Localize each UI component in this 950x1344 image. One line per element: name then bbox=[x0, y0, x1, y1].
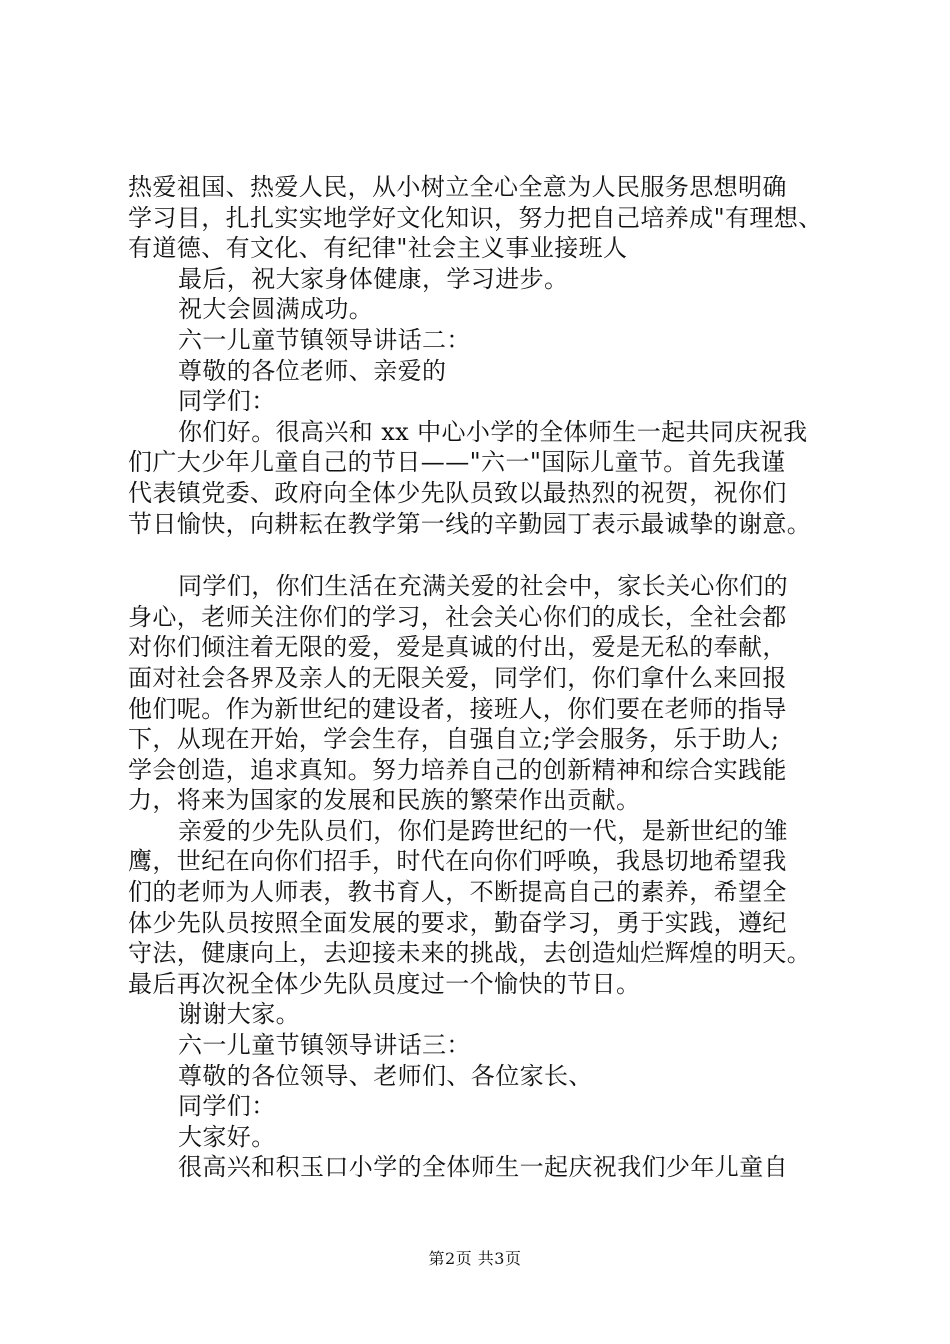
text-block-bottom bbox=[128, 571, 858, 1183]
text-line: 最后，祝大家身体健康，学习进步。 bbox=[178, 264, 569, 293]
text-line: 代表镇党委、政府向全体少先队员致以最热烈的祝贺，祝你们 bbox=[128, 478, 787, 507]
text-line: 谢谢大家。 bbox=[178, 1000, 300, 1029]
text-line: 他们呢。作为新世纪的建设者，接班人，你们要在老师的指导 bbox=[128, 694, 787, 723]
text-line: 守法，健康向上，去迎接未来的挑战，去创造灿烂辉煌的明天。 bbox=[128, 939, 812, 968]
page-footer: 第2页 共3页 bbox=[428, 1249, 522, 1268]
text-line: 亲爱的少先队员们，你们是跨世纪的一代，是新世纪的雏 bbox=[178, 816, 788, 845]
text-line: 们的老师为人师表，教书育人，不断提高自己的素养，希望全 bbox=[128, 878, 787, 907]
text-line: 尊敬的各位领导、老师们、各位家长、 bbox=[178, 1061, 593, 1090]
text-line: 六一儿童节镇领导讲话三： bbox=[178, 1031, 471, 1060]
text-line: 尊敬的各位老师、亲爱的 bbox=[178, 356, 447, 385]
text-line: 对你们倾注着无限的爱，爱是真诚的付出，爱是无私的奉献， bbox=[128, 633, 787, 662]
paragraph-gap bbox=[128, 539, 858, 571]
text-line: 下，从现在开始，学会生存，自强自立;学会服务，乐于助人; bbox=[128, 725, 780, 754]
text-line: 你们好。很高兴和 xx 中心小学的全体师生一起共同庆祝我 bbox=[178, 417, 808, 446]
text-line: 六一儿童节镇领导讲话二： bbox=[178, 325, 471, 354]
text-line: 学习目，扎扎实实地学好文化知识，努力把自己培养成"有理想、 bbox=[128, 203, 823, 232]
text-line: 学会创造，追求真知。努力培养自己的创新精神和综合实践能 bbox=[128, 755, 787, 784]
text-line: 鹰，世纪在向你们招手，时代在向你们呼唤，我恳切地希望我 bbox=[128, 847, 787, 876]
text-line: 面对社会各界及亲人的无限关爱，同学们，你们拿什么来回报 bbox=[128, 663, 787, 692]
text-line: 热爱祖国、热爱人民，从小树立全心全意为人民服务思想明确 bbox=[128, 173, 787, 201]
text-line: 节日愉快，向耕耘在教学第一线的辛勤园丁表示最诚挚的谢意。 bbox=[128, 509, 812, 538]
text-line: 同学们： bbox=[178, 1092, 276, 1121]
text-block-top bbox=[128, 172, 858, 539]
text-line: 力，将来为国家的发展和民族的繁荣作出贡献。 bbox=[128, 786, 641, 815]
text-line: 们广大少年儿童自己的节日——"六一"国际儿童节。首先我谨 bbox=[128, 448, 786, 477]
text-line: 体少先队员按照全面发展的要求，勤奋学习，勇于实践，遵纪 bbox=[128, 908, 787, 937]
text-line: 祝大会圆满成功。 bbox=[178, 295, 374, 324]
text-line: 身心，老师关注你们的学习，社会关心你们的成长，全社会都 bbox=[128, 602, 787, 631]
text-line: 大家好。 bbox=[178, 1122, 276, 1151]
text-line: 同学们，你们生活在充满关爱的社会中，家长关心你们的 bbox=[178, 572, 788, 601]
text-line: 同学们： bbox=[178, 387, 276, 416]
text-line: 有道德、有文化、有纪律"社会主义事业接班人 bbox=[128, 234, 628, 263]
document-body bbox=[128, 172, 858, 1183]
text-line: 很高兴和积玉口小学的全体师生一起庆祝我们少年儿童自 bbox=[178, 1153, 788, 1182]
text-line: 最后再次祝全体少先队员度过一个愉快的节日。 bbox=[128, 969, 641, 998]
